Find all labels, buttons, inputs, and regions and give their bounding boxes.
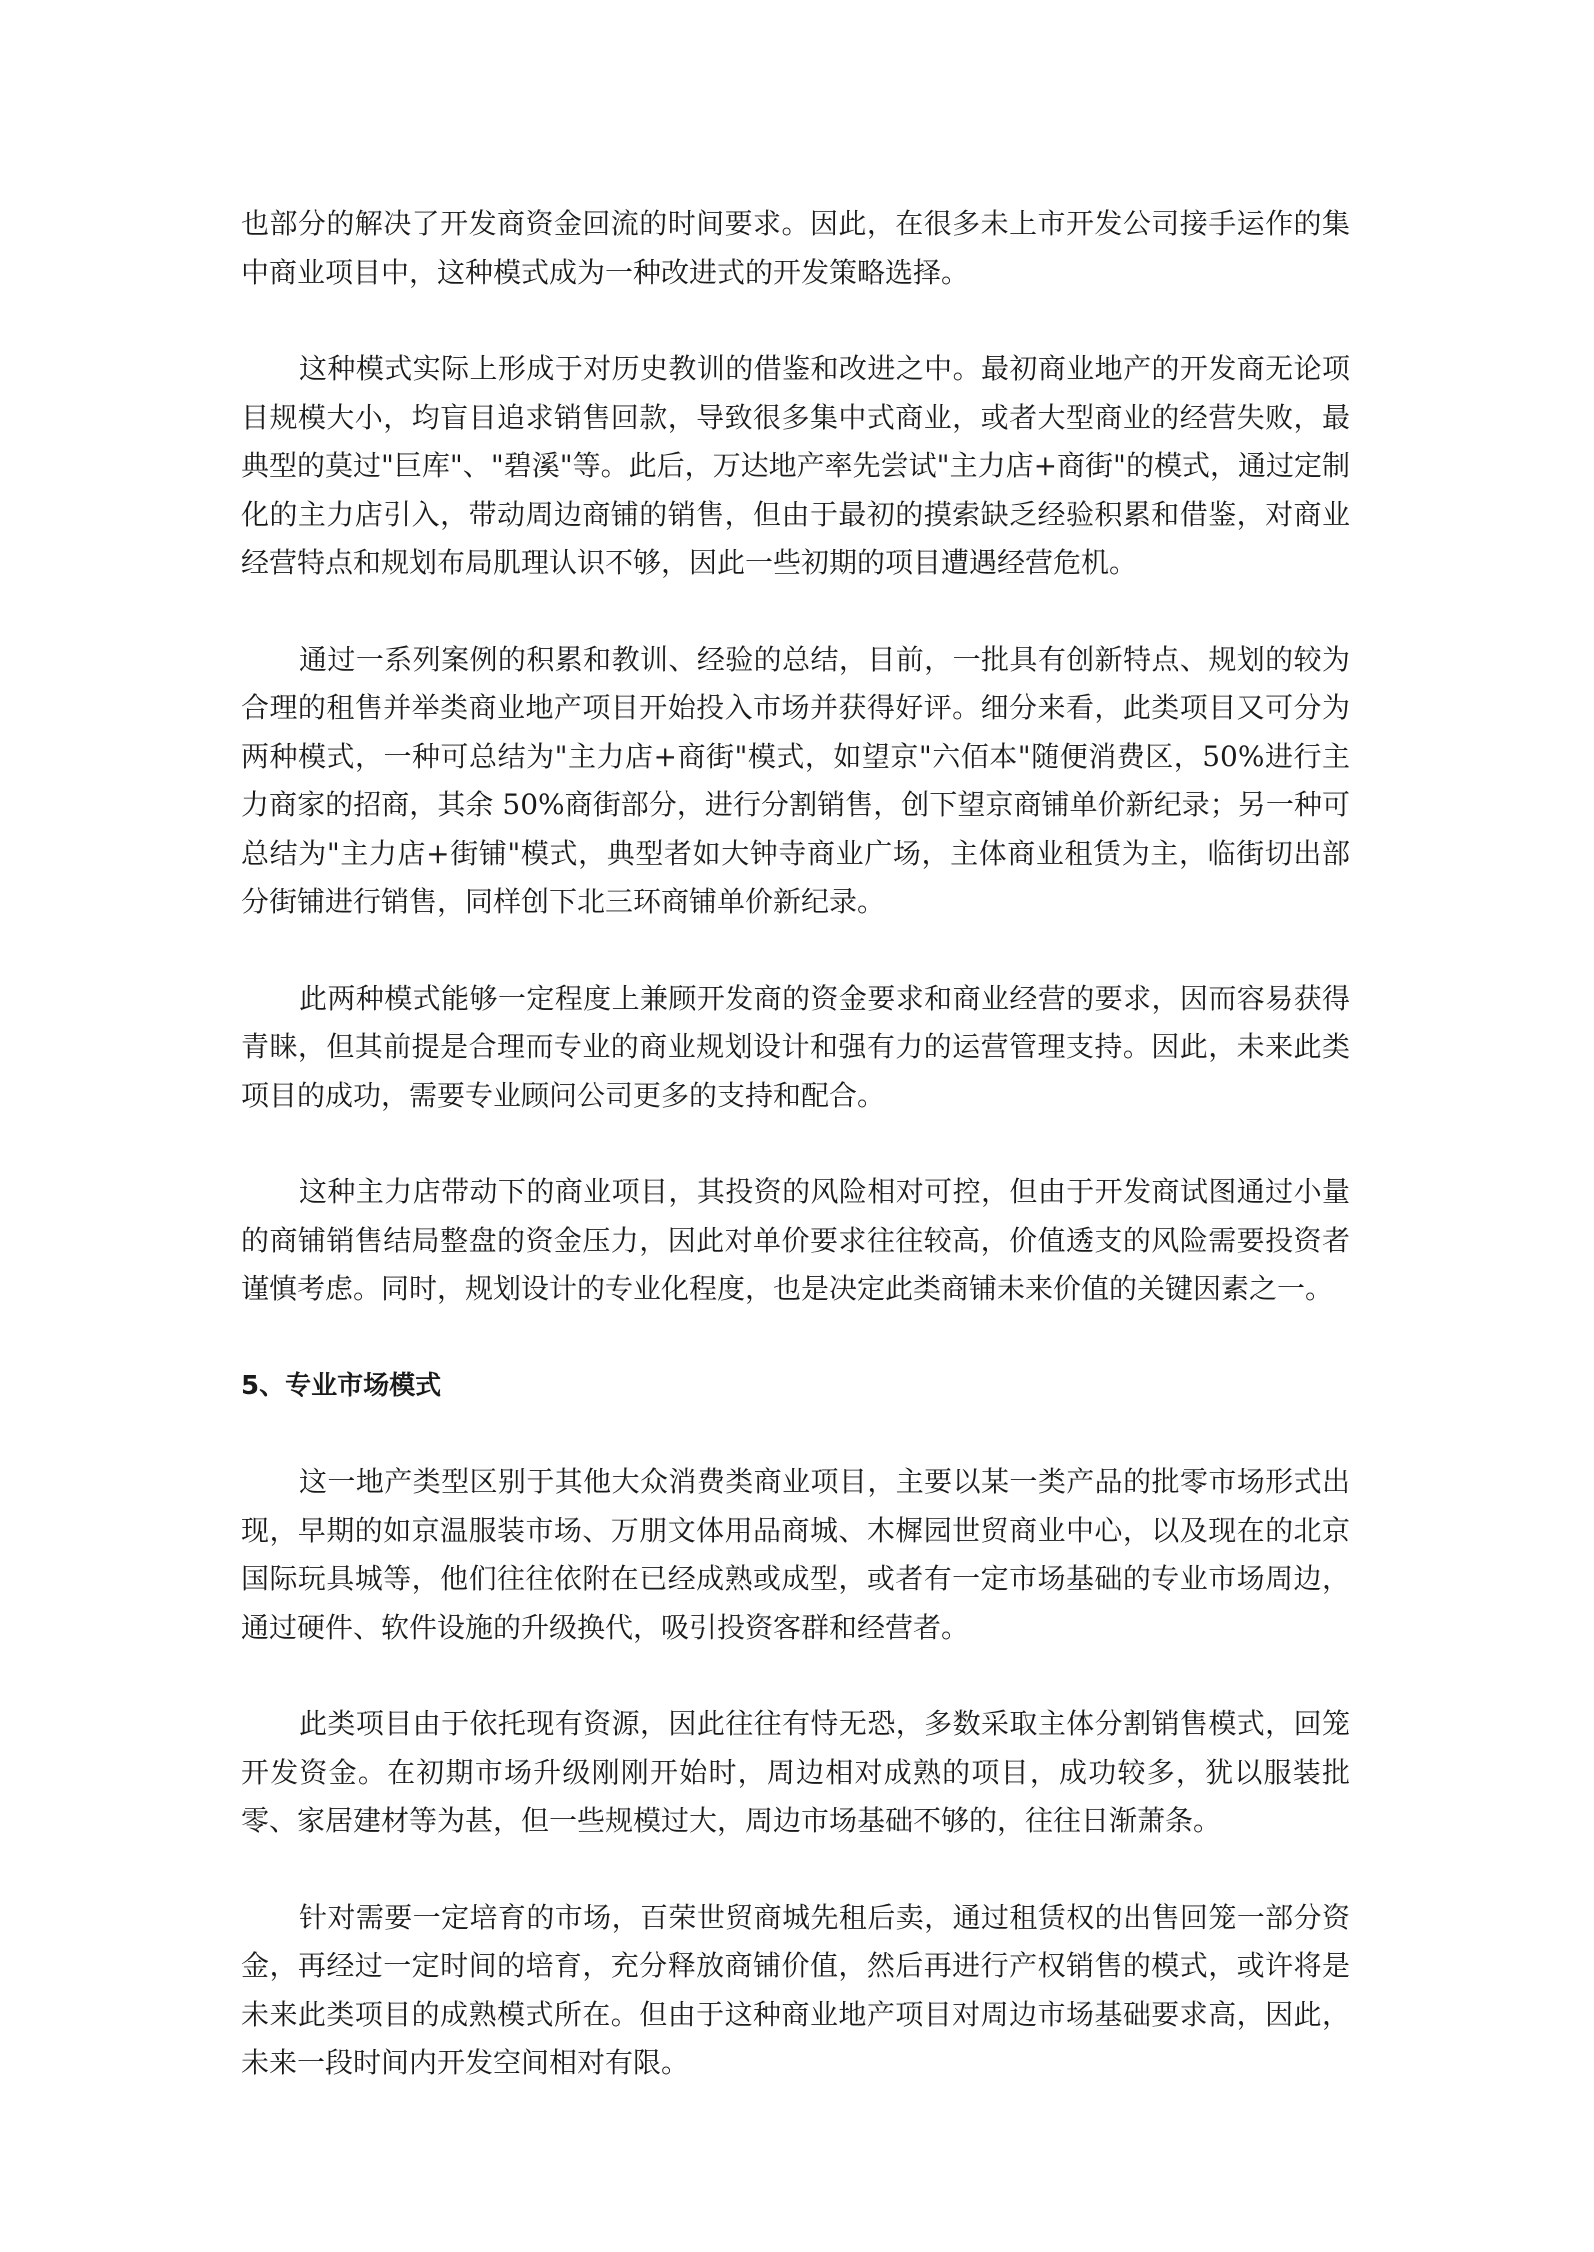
paragraph-5: 这种主力店带动下的商业项目，其投资的风险相对可控，但由于开发商试图通过小量的商铺销售结局整盘的资金压力，因此对单价要求往往较高，价值透支的风险需要投资者谨慎考虑。同时，规划设计的专业化程度，也是决定此类商铺未来价值的关键因素之一。: [241, 1175, 1350, 1305]
paragraph-8: 针对需要一定培育的市场，百荣世贸商城先租后卖，通过租赁权的出售回笼一部分资金，再经过一定时间的培育，充分释放商铺价值，然后再进行产权销售的模式，或许将是未来此类项目的成熟模式所在。但由于这种商业地产项目对周边市场基础要求高，因此，未来一段时间内开发空间相对有限。: [241, 1900, 1350, 2079]
paragraph-3: 通过一系列案例的积累和教训、经验的总结，目前，一批具有创新特点、规划的较为合理的租售并举类商业地产项目开始投入市场并获得好评。细分来看，此类项目又可分为两种模式，一种可总结为"主力店+商街"模式，如望京"六佰本"随便消费区，50%进行主力商家的招商，其余 50%商街部分，进行分割销售，创下望京商铺单价新纪录；另一种可总结为"主力店+街铺"模式，典型者如大钟寺商业广场，主体商业租赁为主，临街切出部分街铺进行销售，同样创下北三环商铺单价新纪录。: [241, 642, 1350, 918]
paragraph-1: 也部分的解决了开发商资金回流的时间要求。因此，在很多未上市开发公司接手运作的集中商业项目中，这种模式成为一种改进式的开发策略选择。: [241, 207, 1350, 289]
section-heading: 5、专业市场模式: [241, 1370, 442, 1401]
paragraph-7: 此类项目由于依托现有资源，因此往往有恃无恐，多数采取主体分割销售模式，回笼开发资金。在初期市场升级刚刚开始时，周边相对成熟的项目，成功较多，犹以服装批零、家居建材等为甚，但一些规模过大，周边市场基础不够的，往往日渐萧条。: [241, 1707, 1350, 1837]
paragraph-4: 此两种模式能够一定程度上兼顾开发商的资金要求和商业经营的要求，因而容易获得青睐，但其前提是合理而专业的商业规划设计和强有力的运营管理支持。因此，未来此类项目的成功，需要专业顾问公司更多的支持和配合。: [241, 981, 1350, 1112]
paragraph-2: 这种模式实际上形成于对历史教训的借鉴和改进之中。最初商业地产的开发商无论项目规模大小，均盲目追求销售回款，导致很多集中式商业，或者大型商业的经营失败，最典型的莫过"巨库"、"碧溪"等。此后，万达地产率先尝试"主力店+商街"的模式，通过定制化的主力店引入，带动周边商铺的销售，但由于最初的摸索缺乏经验积累和借鉴，对商业经营特点和规划布局肌理认识不够，因此一些初期的项目遭遇经营危机。: [241, 352, 1350, 579]
paragraph-6: 这一地产类型区别于其他大众消费类商业项目，主要以某一类产品的批零市场形式出现，早期的如京温服装市场、万朋文体用品商城、木樨园世贸商业中心，以及现在的北京国际玩具城等，他们往往依附在已经成熟或成型，或者有一定市场基础的专业市场周边，通过硬件、软件设施的升级换代，吸引投资客群和经营者。: [241, 1465, 1350, 1644]
